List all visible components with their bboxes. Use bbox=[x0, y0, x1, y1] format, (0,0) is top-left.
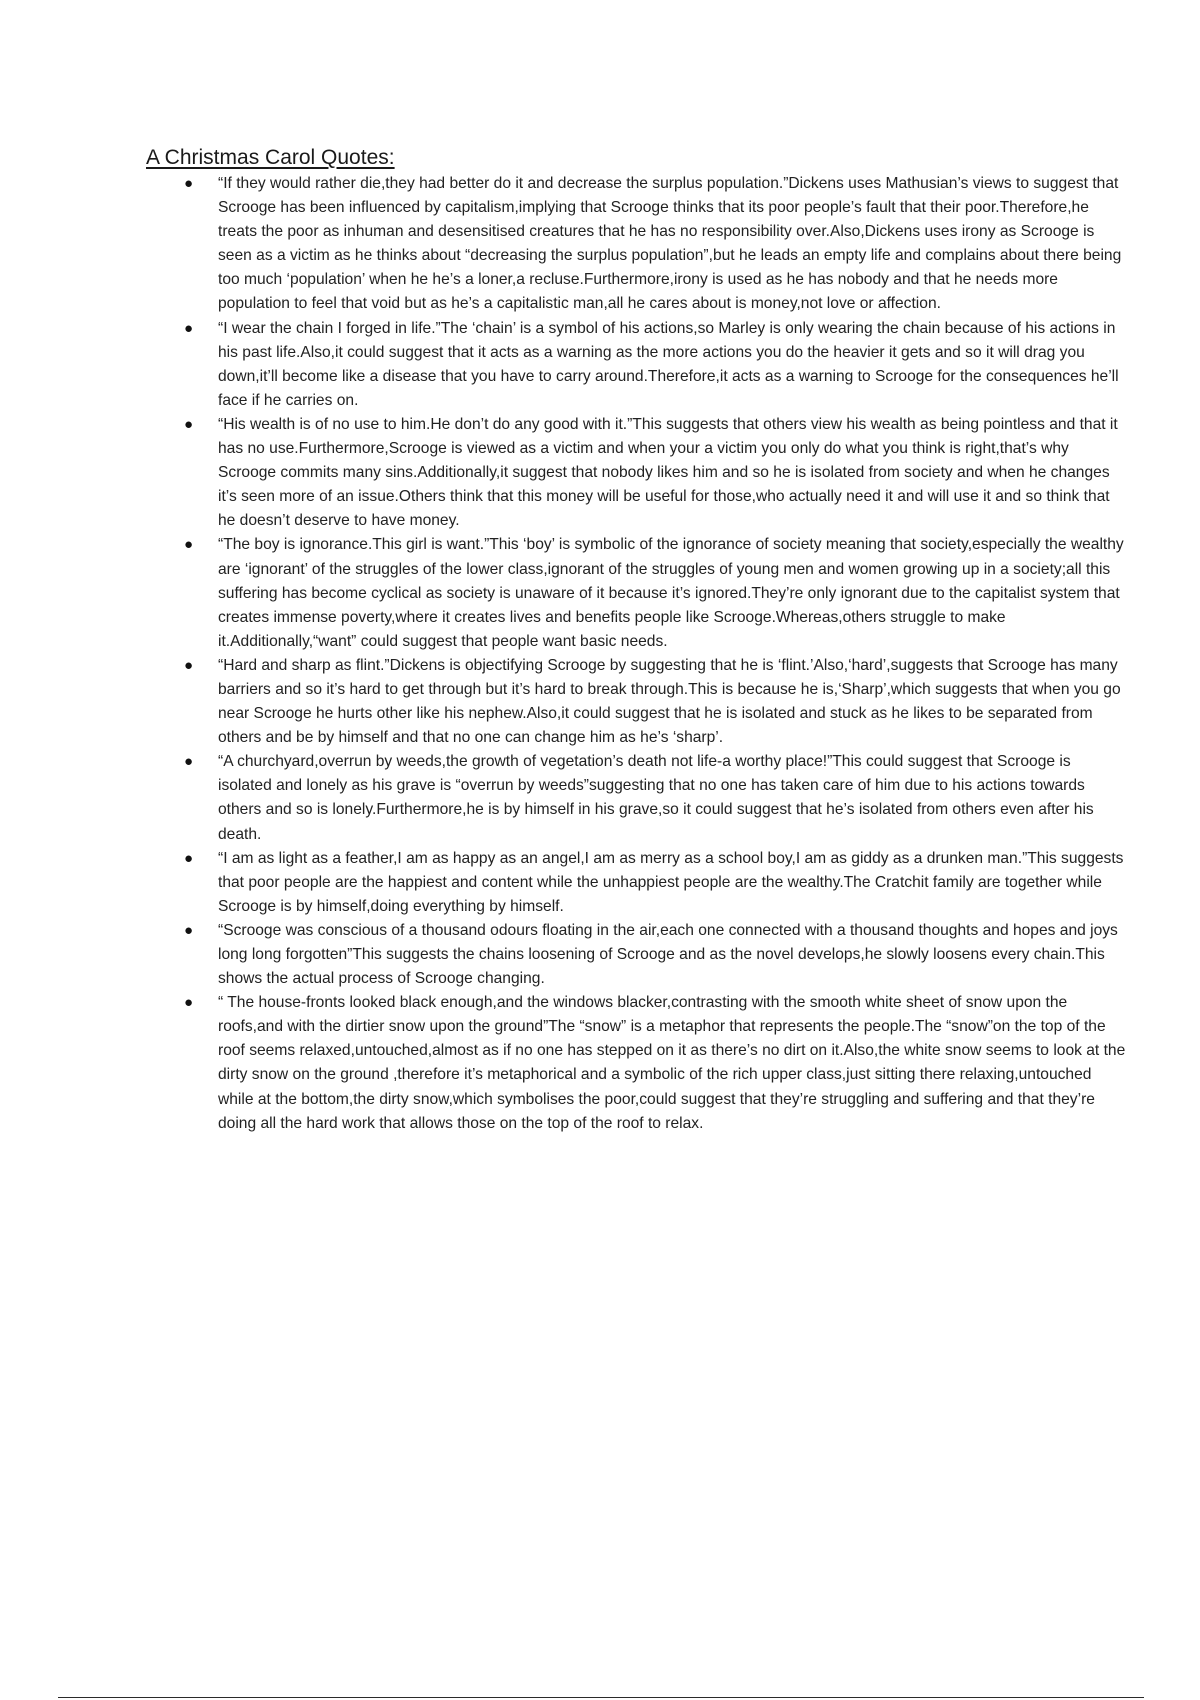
quote-text: “If they would rather die,they had better do it and decrease the surplus population.”Dickens uses Mathusian’s views to suggest that Scrooge has been influenced by capitalism,implying that Scrooge thinks that its poor people’s fault that their poor.Therefore,he treats the poor as inhuman and desensitised creatures that he has no responsibility over.Also,Dickens uses irony as Scrooge is seen as a victim as he thinks about “decreasing the surplus population”,but he leads an empty life and complains about there being too much ‘population’ when he he’s a loner,a recluse.Furthermore,irony is used as he has nobody and that he needs more population to feel that void but as he’s a capitalistic man,all he cares about is money,not love or affection. bbox=[218, 175, 1122, 313]
list-item bbox=[184, 750, 1128, 846]
quote-text: “A churchyard,overrun by weeds,the growth of vegetation’s death not life-a worthy place!”This could suggest that Scrooge is isolated and lonely as his grave is “overrun by weeds”suggesting that no one has taken care of him due to his actions towards others and so is lonely.Furthermore,he is by himself in his grave,so it could suggest that he’s isolated from others even after his death. bbox=[218, 753, 1094, 843]
list-item bbox=[184, 847, 1128, 919]
quote-text: “ The house-fronts looked black enough,and the windows blacker,contrasting with the smooth white sheet of snow upon the roofs,and with the dirtier snow upon the ground”The “snow” is a metaphor that represents the people.The “snow”on the top of the roof seems relaxed,untouched,almost as if no one has stepped on it as there’s no dirt on it.Also,the white snow seems to look at the dirty snow on the ground ,therefore it’s metaphorical and a symbolic of the rich upper class,just sitting there relaxing,untouched while at the bottom,the dirty snow,which symbolises the poor,could suggest that they’re struggling and suffering and that they’re doing all the hard work that allows those on the top of the roof to relax. bbox=[218, 994, 1126, 1132]
list-item bbox=[184, 654, 1128, 750]
list-item bbox=[184, 533, 1128, 653]
list-item bbox=[184, 413, 1128, 533]
quote-text: “I wear the chain I forged in life.”The ‘chain’ is a symbol of his actions,so Marley is only wearing the chain because of his actions in his past life.Also,it could suggest that it acts as a warning as the more actions you do the heavier it gets and so it will drag you down,it’ll become like a disease that you have to carry around.Therefore,it acts as a warning to Scrooge for the consequences he’ll face if he carries on. bbox=[218, 319, 1119, 409]
list-item bbox=[184, 991, 1128, 1136]
bullet-icon: ● bbox=[184, 994, 194, 1012]
bullet-icon: ● bbox=[184, 319, 194, 337]
bullet-icon: ● bbox=[184, 656, 194, 674]
quote-text: “His wealth is of no use to him.He don’t do any good with it.”This suggests that others view his wealth as being pointless and that it has no use.Furthermore,Scrooge is viewed as a victim and when your a victim you only do what you think is right,that’s why Scrooge commits many sins.Additionally,it suggest that nobody likes him and so he is isolated from society and when he changes it’s seen more of an issue.Others think that this money will be useful for those,who actually need it and will use it and so think that he doesn’t deserve to have money. bbox=[218, 415, 1118, 530]
list-item bbox=[184, 172, 1128, 317]
bullet-icon: ● bbox=[184, 175, 194, 192]
document-title: A Christmas Carol Quotes: bbox=[146, 146, 395, 169]
quote-text: “The boy is ignorance.This girl is want.”This ‘boy’ is symbolic of the ignorance of society meaning that society,especially the wealthy are ‘ignorant’ of the struggles of the lower class,ignorant of the struggles of young men and women growing up in a society;all this suffering has become cyclical as society is unaware of it because it’s ignored.They’re only ignorant due to the capitalist system that creates immense poverty,where it creates lives and benefits people like Scrooge.Whereas,others struggle to make it.Additionally,“want” could suggest that people want basic needs. bbox=[218, 536, 1124, 650]
quote-text: “I am as light as a feather,I am as happy as an angel,I am as merry as a school boy,I am as giddy as a drunken man.”This suggests that poor people are the happiest and content while the unhappiest people are the wealthy.The Cratchit family are together while Scrooge is by himself,doing everything by himself. bbox=[218, 849, 1124, 915]
bullet-icon: ● bbox=[184, 849, 194, 867]
bullet-icon: ● bbox=[184, 415, 194, 433]
quote-list bbox=[146, 172, 1128, 1136]
quote-text: “Scrooge was conscious of a thousand odours floating in the air,each one connected with a thousand thoughts and hopes and joys long long forgotten”This suggests the chains loosening of Scrooge and as the novel develops,he slowly loosens every chain.This shows the actual process of Scrooge changing. bbox=[218, 921, 1118, 988]
footer-divider bbox=[58, 1697, 1144, 1698]
quote-text: “Hard and sharp as flint.”Dickens is objectifying Scrooge by suggesting that he is ‘flint.’Also,‘hard’,suggests that Scrooge has many barriers and so it’s hard to get through but it’s hard to break through.This is because he is,‘Sharp’,which suggests that when you go near Scrooge he hurts other like his nephew.Also,it could suggest that he is isolated and stuck as he likes to be separated from others and be by himself and that no one can change him as he’s ‘sharp’. bbox=[218, 656, 1121, 747]
bullet-icon: ● bbox=[184, 536, 194, 554]
bullet-icon: ● bbox=[184, 921, 194, 939]
list-item bbox=[184, 919, 1128, 991]
list-item bbox=[184, 317, 1128, 413]
bullet-icon: ● bbox=[184, 753, 194, 771]
